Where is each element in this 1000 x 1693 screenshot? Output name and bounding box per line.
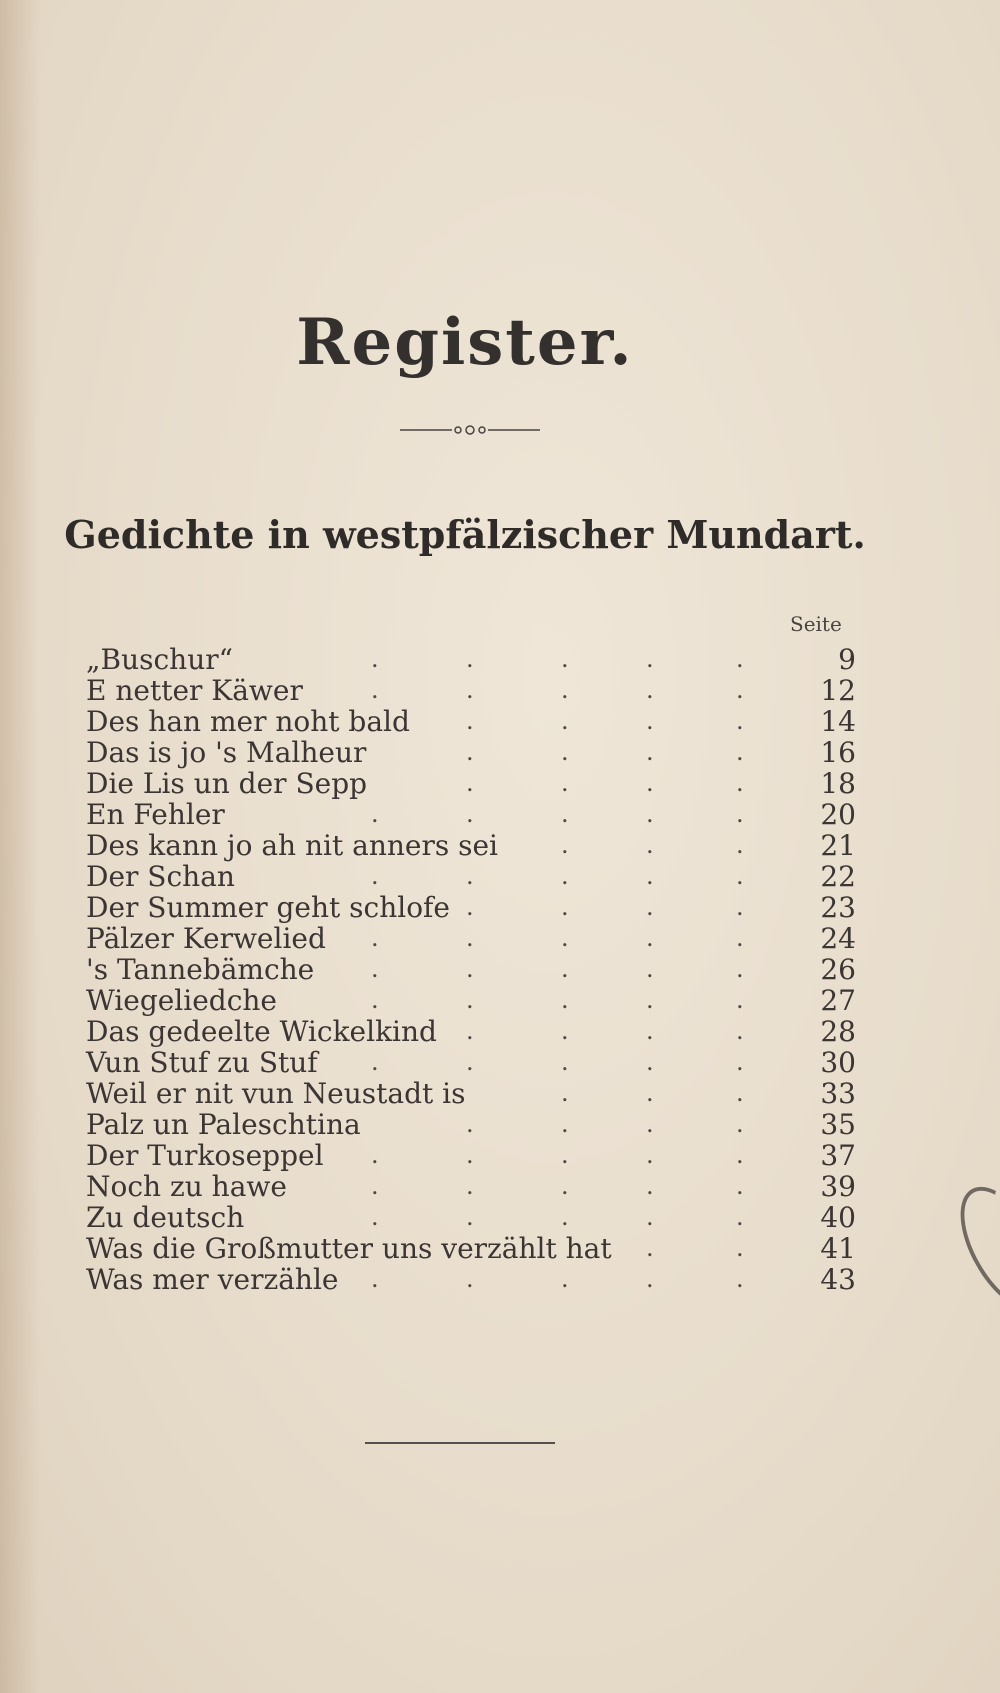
toc-leader-dots: . . . <box>561 1079 744 1107</box>
toc-entry <box>86 1139 856 1172</box>
toc-entry-page-number: 9 <box>838 643 856 676</box>
toc-entry-title: Der Summer geht schlofe <box>86 891 450 924</box>
section-heading: Gedichte in westpfälzischer Mundart. <box>64 512 866 557</box>
toc-leader-dots: . . . . . <box>371 955 744 983</box>
toc-entry-title: Palz un Paleschtina <box>86 1108 361 1141</box>
toc-leader-dots: . . . . . <box>371 986 744 1014</box>
toc-entry-title: En Fehler <box>86 798 225 831</box>
toc-leader-dots: . . . . <box>466 707 744 735</box>
page-title: Register. <box>296 305 634 380</box>
toc-entry-title: 's Tannebämche <box>86 953 315 986</box>
toc-entry-title: Noch zu hawe <box>86 1170 287 1203</box>
toc-entry-page-number: 23 <box>820 891 856 924</box>
toc-entry-page-number: 28 <box>820 1015 856 1048</box>
toc-entry-page-number: 37 <box>820 1139 856 1172</box>
toc-entry-page-number: 18 <box>820 767 856 800</box>
toc-entry <box>86 953 856 986</box>
toc-entry-title: Vun Stuf zu Stuf <box>86 1046 318 1079</box>
toc-entry-title: Wiegeliedche <box>86 984 277 1017</box>
toc-entry <box>86 1170 856 1203</box>
toc-entry-title: Das gedeelte Wickelkind <box>86 1015 437 1048</box>
toc-entry <box>86 1232 856 1265</box>
toc-entry-title: Der Turkoseppel <box>86 1139 324 1172</box>
toc-leader-dots: . . . . <box>466 893 744 921</box>
toc-entry-page-number: 43 <box>820 1263 856 1296</box>
toc-entry <box>86 767 856 800</box>
toc-entry <box>86 922 856 955</box>
ornament-divider <box>400 420 540 440</box>
toc-leader-dots: . . . . <box>466 769 744 797</box>
toc-leader-dots: . . . . . <box>371 645 744 673</box>
toc-entry-page-number: 16 <box>820 736 856 769</box>
toc-entry-page-number: 26 <box>820 953 856 986</box>
toc-entry <box>86 891 856 924</box>
toc-entry-page-number: 14 <box>820 705 856 738</box>
toc-leader-dots: . . <box>646 1234 744 1262</box>
toc-entry <box>86 1077 856 1110</box>
bottom-rule <box>365 1442 555 1444</box>
toc-leader-dots: . . . . . <box>371 924 744 952</box>
toc-leader-dots: . . . . . <box>371 800 744 828</box>
toc-leader-dots: . . . . . <box>371 1048 744 1076</box>
toc-entry-page-number: 21 <box>820 829 856 862</box>
toc-entry-page-number: 39 <box>820 1170 856 1203</box>
toc-entry <box>86 736 856 769</box>
toc-entry-page-number: 41 <box>820 1232 856 1265</box>
toc-entry-page-number: 12 <box>820 674 856 707</box>
toc-entry <box>86 705 856 738</box>
toc-entry <box>86 674 856 707</box>
toc-entry-title: Der Schan <box>86 860 235 893</box>
toc-entry <box>86 643 856 676</box>
toc-leader-dots: . . . . . <box>371 1172 744 1200</box>
toc-leader-dots: . . . . . <box>371 676 744 704</box>
toc-entry-page-number: 30 <box>820 1046 856 1079</box>
toc-entry-title: Das is jo 's Malheur <box>86 736 367 769</box>
toc-entry-title: Des kann jo ah nit anners sei <box>86 829 499 862</box>
toc-entry-title: Was die Großmutter uns verzählt hat <box>86 1232 612 1265</box>
table-of-contents <box>86 643 856 1296</box>
toc-entry-page-number: 35 <box>820 1108 856 1141</box>
toc-entry-title: „Buschur“ <box>86 643 233 676</box>
toc-entry-page-number: 27 <box>820 984 856 1017</box>
toc-leader-dots: . . . . . <box>371 1203 744 1231</box>
toc-leader-dots: . . . . . <box>371 862 744 890</box>
toc-entry <box>86 1263 856 1296</box>
toc-entry <box>86 798 856 831</box>
toc-leader-dots: . . . <box>561 831 744 859</box>
toc-leader-dots: . . . . <box>466 1110 744 1138</box>
toc-entry-title: Was mer verzähle <box>86 1263 339 1296</box>
toc-entry-page-number: 40 <box>820 1201 856 1234</box>
toc-entry-title: E netter Käwer <box>86 674 303 707</box>
toc-entry-page-number: 22 <box>820 860 856 893</box>
toc-entry-title: Pälzer Kerwelied <box>86 922 326 955</box>
toc-leader-dots: . . . . . <box>371 1141 744 1169</box>
toc-entry <box>86 860 856 893</box>
toc-entry-title: Weil er nit vun Neustadt is <box>86 1077 466 1110</box>
toc-entry <box>86 984 856 1017</box>
toc-entry <box>86 1201 856 1234</box>
toc-entry-page-number: 33 <box>820 1077 856 1110</box>
toc-entry-title: Des han mer noht bald <box>86 705 410 738</box>
toc-leader-dots: . . . . . <box>371 1265 744 1293</box>
toc-entry-page-number: 20 <box>820 798 856 831</box>
page-gutter-shadow <box>0 0 40 1693</box>
toc-entry <box>86 1015 856 1048</box>
toc-leader-dots: . . . . <box>466 1017 744 1045</box>
toc-entry <box>86 1046 856 1079</box>
toc-entry <box>86 1108 856 1141</box>
page-column-label: Seite <box>790 612 842 636</box>
toc-entry-title: Zu deutsch <box>86 1201 245 1234</box>
toc-leader-dots: . . . . <box>466 738 744 766</box>
toc-entry-page-number: 24 <box>820 922 856 955</box>
toc-entry-title: Die Lis un der Sepp <box>86 767 368 800</box>
adjacent-page-mark <box>942 1172 1000 1326</box>
toc-entry <box>86 829 856 862</box>
